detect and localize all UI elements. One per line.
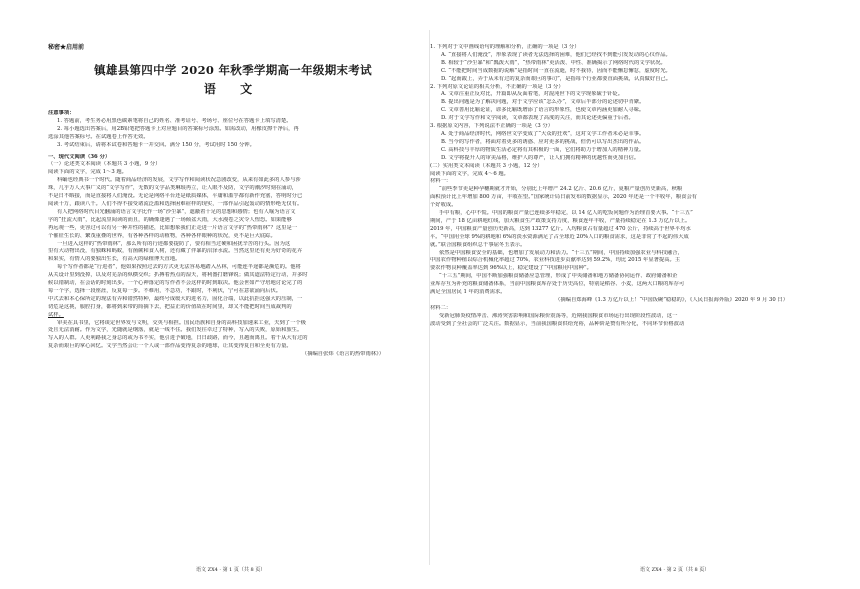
page-two-text-line: 面积预计比上年增加 800 万亩，丰收在望。”国家统计局日前发布的数据显示，2020 年还是一个丰收年，粮食会有 bbox=[430, 194, 698, 201]
page-one-text-line: 珠，几乎万人大事广义的“文学写作”，无数的文学品类琳琅再立，让人眼不及防，文学的潮汐时刻在涌动， bbox=[48, 185, 298, 192]
page-two-footer: 语文 ZX4 · 第 2 页（共 8 页） bbox=[640, 567, 710, 573]
page-two-text-line: 1. 下列对于文中画线语句的理解和分析，正确的一项是（3 分） bbox=[430, 44, 580, 50]
page-two-text-line: D. “起而跋上，弄于从未有过的复杂而艰巨的事司”，是指每个行业都要直面挑战，认真做好自己。 bbox=[441, 75, 672, 82]
page-two-text-line: 3. 根据原文内容，下列说法不正确的一项是（3 分） bbox=[430, 123, 554, 130]
page-one-text-line: 从关设计里到没掉，以及对芜杂的纵横交织；扒搏着热点的湿天，将利器打磨锋锐；做其道法特定行动，并多时 bbox=[48, 272, 308, 279]
page-one-text-line: 一旦进入这样的“热带雨林”，那么所有的行迹都要提防了，要有相当过硬和困扰辛苦的行头。因为这 bbox=[57, 240, 291, 247]
page-two-text-line: 材料一： bbox=[430, 178, 452, 185]
page-two-text-line: B. 提出问题是为了解决问题，对于文学应该“怎么办”，文章后半部分的论述切中肯綮。 bbox=[441, 99, 645, 106]
page-one-text-line: 和果实，有情人的要独出生长，有高大的绿植博天直地。 bbox=[48, 256, 181, 263]
page-one-text-line: 注意事项： bbox=[48, 110, 75, 116]
page-one-text-line: 再远观一些，更容过可以有另一种并性的描述，比如想象我们正走进一片语言文字的“热带雨林”？这里是一 bbox=[48, 224, 298, 231]
page-one-text-line: 1. 答题前，考生务必用黑色碳素笔将自己的姓名、准考证号、考场号、座位号在答题卡上填写清楚。 bbox=[57, 117, 292, 124]
page-two-text-line: “前些季节更是种孕穗期就才开始，分别比上年增产 24.2 亿斤、20.6 亿斤，夏粮产量创历史新高，秋粮 bbox=[439, 186, 683, 193]
page-one-footer: 语文 ZX4 · 第 1 页（共 8 页） bbox=[196, 567, 266, 573]
page-two-text-line: 平。“中国用全球 9%的耕地和 6%的淡水资源满足了占全球近 20%人口的粮食需求，这是非常了不起的伟大成 bbox=[430, 233, 689, 240]
page-one-text-line: 一、现代文阅读（36 分） bbox=[48, 153, 111, 160]
page-one-text-line: 2. 每小题选出答案后，用2B铅笔把答题卡上对应题目的答案标号涂黑。如需改动，用橡皮擦干净后，再 bbox=[57, 125, 299, 132]
page-two-text-line: 手中有粮，心中不慌。中国的粮食产量已连续多年稳定，以 14 亿人的吃饭问题作为治理首要大事。“十三五” bbox=[439, 210, 693, 217]
page-two-text-line: C. “不能把时间当成数据的说解”是指时间一直在流逝，时不我待，因而不能懈怠懈怠，虚度时光。 bbox=[441, 67, 671, 74]
page-one-text-line: 候以错制动，在会话的时刻出步。一个心神落定的写作者不会这样的时到取决。他会世如严守培地讨论完了的 bbox=[48, 280, 303, 287]
page-one-text-line: 写入的人群。人更利路我之身总的或为书不实，他引进予破地，日日歧路，而今，且越而离且。着千从大有过的 bbox=[48, 335, 308, 342]
page-one-text-line: 不是日不暇接，而是直接将人们淹没。无论是网络平台还是纸质媒体，平庸和滥竽都有新作充塞，答明时分已 bbox=[48, 193, 303, 200]
page-two-text-line: 波动受到了全社会的广泛关注。数据显示，当前我国粮食供给充裕，品种阶是赞有所分化，不同环节价格波动 bbox=[430, 320, 685, 327]
exam-title: 镇雄县第四中学 2020 年秋季学期高一年级期末考试 bbox=[94, 63, 372, 77]
page-two-text-line: 个好收成。 bbox=[430, 202, 457, 209]
page-one-text-line: 3. 考试结束后，请将本试卷和答题卡一并交回。满分 150 分，考试用时 150 分钟。 bbox=[57, 141, 255, 148]
page-one-text-line: 科蛹也经典书一个时代。随着商品经济的发展，文学写作和阅读状况急剧改变，从来有如此多的人参与涉 bbox=[57, 177, 301, 184]
page-one-text-line: （摘编自张炜《语言的热带雨林》） bbox=[301, 351, 384, 358]
page-two-text-line: 业库存互为补充的粮食储备体系，当前中国粮食库存处于历史高位，特别是稻谷、小麦，这两大口粮的库存可 bbox=[430, 281, 685, 288]
page-two-text-line: 阅读下面的文字，完成 4～6 题。 bbox=[430, 170, 509, 177]
page-one-text-line: 个催征生长的、繁茂重叠的世界，有各种各样的动植物，各种各样眼种的状况，更不是巨大底踪。 bbox=[48, 232, 276, 239]
page-one-text-line: 阅读十万，跟读八千。人们不得不接受诸流泛滥和选择困难症样的现实，一部作品引起轰动的情形绝无仅有。 bbox=[48, 200, 303, 207]
page-two-text-line: “十三五”期间，中国不断加强粮食储备应急管理，形成了中央储备和地方储备协同运作、政府储备和企 bbox=[439, 273, 678, 280]
page-two-text-line: D. 文学将提升人的审美品格，维护人的尊严，让人们拥有精神的优越性而更加自信。 bbox=[441, 154, 640, 161]
page-two-text-line: D. 对于文学写作和文学阅读，文章都表现了高度的关注，而其论述更偏重于后者。 bbox=[441, 115, 634, 122]
page-two-text-line: C. 文章善用比喻论证，谚多比喻既增添了语言的形象性，也使文章内涵更加耐人寻味。 bbox=[441, 107, 645, 114]
page-one-text-line: 每一个字，选择一段座涯，反复每一步。不难用，不急功，不跟时，不利伏，宁可在意欲涌向后伏。 bbox=[48, 287, 282, 294]
page-two-text-line: 2. 下列对原文论证的相关分析，不正确的一项是（3 分） bbox=[430, 83, 564, 90]
page-one-text-line: 里有大动物出没，有独蛛和蚂蚁，有菌蕨和食人树，还有藏了伴暴的沼泽水流。当然这里还有更为好奇的花卉 bbox=[48, 248, 303, 255]
page-one-text-line: 阅读下面的文字，完成 1～3 题。 bbox=[48, 169, 127, 176]
page-two-text-line: 依然是中国粮食安全的基础，也增加了发展动力和活力。“十三五”期间，中国持续加强农业与科技融合， bbox=[439, 249, 683, 256]
page-two-text-line: 要农作物良种覆盖率达到 96%以上，稳定建设了“中国粮用中国种”。 bbox=[430, 265, 592, 272]
page-two-text-line: 中国农作物种植以综合机械化率超过 70%，农业科技进步贡献率达到 59.2%，均比 2015 年显著提高。主 bbox=[430, 257, 681, 264]
page-two-text-line: 受新冠肺炎疫情冲击、沸涛突害影响和国际粮价震荡等，近期我国粮食市场运行出现阶段性波动，这一 bbox=[439, 312, 678, 319]
page-two-text-line: (二）实用类文本阅读（本题共 3 小题，12 分） bbox=[430, 162, 543, 169]
secret-label: 秘密★启用前 bbox=[48, 44, 85, 51]
exam-subject: 语 文 bbox=[203, 82, 263, 96]
page-two-text-line: 期间，产于 18 亿亩耕地红线，加大粮食生产政策支持力度，粮食连年丰收，产量持续稳定在 1.3 万亿斤以上。 bbox=[430, 217, 691, 224]
page-one-text-line: （一）论述类文本阅读（本题共 3 小题，9 分） bbox=[48, 161, 161, 168]
page-two-text-line: A. “直接将人们淹没”，形象表现了读者无法选择的困难，他们已经找不到能引发发动的心仪作品。 bbox=[441, 51, 671, 58]
page-one-text-line: 有人把网络时代目光翻涌的语言文字比作一场“沙尘暴”，遮蔽着十足的思想和感情；也有人喻为语言文 bbox=[57, 208, 296, 215]
page-two-text-line: （摘编自郑海峰《1.3 万亿斤以上！“中国饭碗”稳稳的》，《人民日报海外版》2020 年 9 月 30 日） bbox=[555, 297, 788, 303]
page-two-text-line: A. 处于商品经济时代，网络世文学变成了“大众的狂欢”，这对文学工作者未必是幸事。 bbox=[441, 130, 645, 137]
page-one-text-line: 试样。 bbox=[48, 311, 64, 318]
page-two-text-line: 2019 年，中国粮食产量创历史新高，达到 13277 亿斤。人均粮食占有量超过 470 公斤，持续高于世界平均水 bbox=[430, 225, 691, 232]
page-two-text-line: A. 文章注重正反对比，开篇即从反面着笔，对混沌世下的文学现象硫于针砭。 bbox=[441, 91, 623, 98]
page-one-body bbox=[48, 110, 414, 359]
page-one-text-line: 字的“狂流大雨”，比起流里阅读的而且，的确像逢遇了一场倾盆大雨，大水漫卷之灾令人惶恐。如果能够 bbox=[48, 216, 292, 223]
page-one-text-line: 选涂其他答案标号。在试题卷上作答无效。 bbox=[48, 133, 149, 140]
page-two-text-line: B. 当今的写作者，将面对着更多的诱惑、应对更多的挑战，但仍可以写出杰出的作品。 bbox=[441, 138, 645, 145]
page-one-text-line: 每个写作者都是“行进者”，他如果按照过去的方式更无法容易地踏入丛林，可能连半途都是濒危的。他将 bbox=[57, 264, 301, 271]
page-two-text-line: 满足全国居民 1 年的消费需求。 bbox=[430, 289, 506, 296]
page-one-text-line: 处且无法消耐。作为文学，光随就是纲落，就是一线不住。我们发往卓过了特种，写入的失败，原始和旅生。 bbox=[48, 327, 303, 334]
page-one-text-line: 切危是这挑，服腔打身，都将到来带的简摘下去，把益正的价值故在时间里，却又不能把时间当成裁判的 bbox=[48, 303, 292, 310]
page-two-text-line: 材料二： bbox=[430, 304, 452, 311]
page-one-text-line: 审美在具书里，它将谈定世界发与文明，交英与相担。国民语族和自身的高科技加速来工业，夫到了一个极 bbox=[57, 319, 306, 326]
page-one-text-line: 复杂而艰巨的掌心回忆。文学当然会让一个人或一部作品变得复杂的地球，让其变得复自和全更有力量。 bbox=[48, 343, 292, 350]
page-two-body bbox=[430, 44, 818, 329]
page-two bbox=[430, 0, 860, 589]
page-one-text-line: 中式去和本心保所定的现法有弄和错然特种，最终号成缓大的进名力，固化合端，以此抗拒这强大的压制，一 bbox=[48, 295, 303, 302]
page-two-text-line: C. 高科技与丰厚的物质生活必定将有其积极的一面，它们将助力于增加人的精神力量。 bbox=[441, 146, 645, 153]
page-two-text-line: 就。”联合国粮食组织总干事屈冬玉表示。 bbox=[430, 241, 526, 248]
page-two-text-line: B. 相较于“沙尘暴”和“瓢泼大雨”，“热带雨林”更活泼、中性、准确揭示了网络时代的文学状况。 bbox=[441, 59, 666, 66]
